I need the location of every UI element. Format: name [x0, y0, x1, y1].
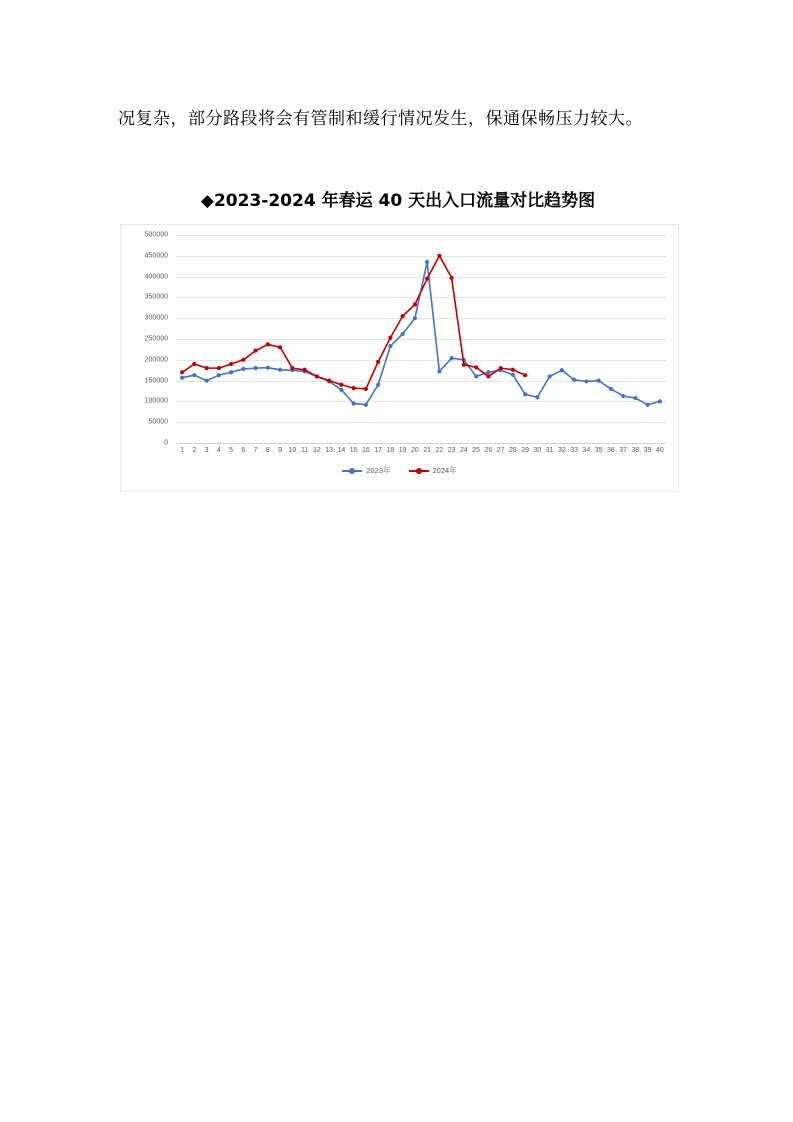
- series-point-2024年: [266, 342, 270, 346]
- series-point-2023年: [278, 368, 282, 372]
- x-axis-tick-label: 24: [459, 447, 468, 454]
- series-point-2024年: [254, 349, 258, 353]
- series-point-2023年: [609, 387, 613, 391]
- series-point-2023年: [217, 373, 221, 377]
- x-axis-tick-label: 1: [180, 447, 185, 454]
- legend-label: 2023年: [366, 466, 391, 475]
- x-axis-tick-label: 12: [312, 447, 321, 454]
- series-point-2023年: [597, 379, 601, 383]
- y-axis-tick-label: 300000: [144, 314, 168, 322]
- series-point-2024年: [437, 254, 441, 258]
- x-axis-tick-label: 18: [386, 447, 395, 454]
- series-point-2023年: [254, 366, 258, 370]
- x-axis-tick-label: 13: [325, 447, 334, 454]
- series-point-2024年: [376, 360, 380, 364]
- series-point-2023年: [658, 399, 662, 403]
- series-point-2023年: [339, 388, 343, 392]
- y-axis-tick-label: 450000: [144, 252, 168, 260]
- x-axis-tick-label: 27: [496, 447, 505, 454]
- series-point-2024年: [290, 366, 294, 370]
- x-axis-tick-label: 25: [472, 447, 481, 454]
- x-axis-tick-label: 31: [545, 447, 554, 454]
- x-axis-tick-label: 14: [337, 447, 346, 454]
- x-axis-tick-label: 2: [192, 447, 197, 454]
- x-axis-tick-label: 37: [619, 447, 628, 454]
- x-axis-tick-label: 11: [300, 447, 309, 454]
- x-axis-tick-label: 16: [361, 447, 370, 454]
- x-axis-tick-label: 20: [410, 447, 419, 454]
- series-point-2023年: [401, 332, 405, 336]
- x-axis-tick-label: 15: [349, 447, 358, 454]
- x-axis-tick-label: 26: [484, 447, 493, 454]
- series-point-2023年: [646, 403, 650, 407]
- series-point-2023年: [523, 392, 527, 396]
- x-axis-tick-label: 22: [435, 447, 444, 454]
- series-point-2024年: [229, 362, 233, 366]
- series-point-2023年: [376, 383, 380, 387]
- series-point-2024年: [523, 373, 527, 377]
- y-axis-labels: [121, 231, 171, 447]
- x-axis-tick-label: 23: [447, 447, 456, 454]
- series-point-2023年: [388, 344, 392, 348]
- chart-series-layer: [176, 235, 666, 443]
- series-point-2024年: [352, 386, 356, 390]
- x-axis-tick-label: 4: [216, 447, 221, 454]
- x-axis-tick-label: 30: [533, 447, 542, 454]
- y-axis-tick-label: 400000: [144, 273, 168, 281]
- series-point-2023年: [572, 378, 576, 382]
- x-axis-tick-label: 35: [594, 447, 603, 454]
- series-point-2024年: [192, 362, 196, 366]
- y-axis-tick-label: 50000: [148, 418, 168, 426]
- y-axis-tick-label: 350000: [144, 293, 168, 301]
- x-axis-tick-label: 9: [278, 447, 283, 454]
- x-axis-tick-label: 38: [631, 447, 640, 454]
- series-point-2024年: [486, 374, 490, 378]
- series-point-2024年: [278, 345, 282, 349]
- series-point-2024年: [413, 302, 417, 306]
- y-axis-tick-label: 150000: [144, 377, 168, 385]
- series-point-2024年: [462, 363, 466, 367]
- series-point-2024年: [180, 370, 184, 374]
- x-axis-tick-label: 32: [557, 447, 566, 454]
- x-axis-tick-label: 39: [643, 447, 652, 454]
- series-point-2023年: [486, 370, 490, 374]
- series-point-2023年: [413, 316, 417, 320]
- x-axis-tick-label: 10: [288, 447, 297, 454]
- x-axis-tick-label: 40: [655, 447, 664, 454]
- chart-plot-area: [176, 235, 666, 443]
- gridline: [176, 443, 666, 444]
- series-point-2023年: [229, 370, 233, 374]
- series-point-2024年: [425, 277, 429, 281]
- x-axis-tick-label: 33: [570, 447, 579, 454]
- series-point-2024年: [474, 365, 478, 369]
- series-point-2023年: [364, 403, 368, 407]
- x-axis-tick-label: 36: [606, 447, 615, 454]
- series-line-2024年: [182, 256, 525, 389]
- series-point-2023年: [560, 368, 564, 372]
- x-axis-tick-label: 17: [374, 447, 383, 454]
- x-axis-labels: [176, 447, 666, 461]
- x-axis-tick-label: 34: [582, 447, 591, 454]
- series-point-2023年: [450, 356, 454, 360]
- series-point-2023年: [352, 401, 356, 405]
- series-point-2024年: [339, 383, 343, 387]
- x-axis-tick-label: 19: [398, 447, 407, 454]
- chart-container: [120, 224, 679, 492]
- y-axis-tick-label: 0: [164, 439, 168, 447]
- series-point-2023年: [425, 260, 429, 264]
- series-point-2023年: [474, 374, 478, 378]
- series-point-2023年: [548, 374, 552, 378]
- series-point-2023年: [205, 379, 209, 383]
- series-point-2023年: [633, 396, 637, 400]
- series-point-2024年: [364, 387, 368, 391]
- series-point-2023年: [266, 366, 270, 370]
- x-axis-tick-label: 6: [241, 447, 246, 454]
- x-axis-tick-label: 21: [423, 447, 432, 454]
- series-point-2024年: [401, 314, 405, 318]
- series-point-2023年: [621, 394, 625, 398]
- series-point-2024年: [241, 358, 245, 362]
- body-paragraph: 况复杂，部分路段将会有管制和缓行情况发生，保通保畅压力较大。: [118, 109, 643, 129]
- x-axis-tick-label: 28: [508, 447, 517, 454]
- series-point-2024年: [499, 366, 503, 370]
- series-point-2023年: [180, 376, 184, 380]
- chart-heading: ◆2023-2024 年春运 40 天出入口流量对比趋势图: [200, 191, 596, 211]
- legend-label: 2024年: [432, 466, 457, 475]
- chart-legend: [121, 465, 678, 476]
- y-axis-tick-label: 200000: [144, 356, 168, 364]
- series-point-2024年: [205, 366, 209, 370]
- series-point-2024年: [217, 366, 221, 370]
- series-point-2023年: [584, 379, 588, 383]
- series-point-2023年: [241, 367, 245, 371]
- series-point-2023年: [192, 373, 196, 377]
- y-axis-tick-label: 500000: [144, 231, 168, 239]
- series-point-2023年: [535, 395, 539, 399]
- x-axis-tick-label: 5: [229, 447, 234, 454]
- legend-item[interactable]: [409, 465, 457, 476]
- series-point-2023年: [437, 369, 441, 373]
- x-axis-tick-label: 3: [204, 447, 209, 454]
- series-line-2023年: [182, 262, 660, 405]
- series-point-2024年: [388, 336, 392, 340]
- series-point-2024年: [303, 368, 307, 372]
- series-point-2024年: [327, 379, 331, 383]
- x-axis-tick-label: 7: [253, 447, 258, 454]
- y-axis-tick-label: 100000: [144, 397, 168, 405]
- series-point-2024年: [315, 374, 319, 378]
- series-point-2023年: [511, 373, 515, 377]
- series-point-2024年: [450, 276, 454, 280]
- legend-swatch-icon: [342, 470, 362, 472]
- series-point-2024年: [511, 368, 515, 372]
- x-axis-tick-label: 8: [265, 447, 270, 454]
- legend-item[interactable]: [342, 465, 390, 476]
- legend-swatch-icon: [409, 470, 429, 472]
- y-axis-tick-label: 250000: [144, 335, 168, 343]
- x-axis-tick-label: 29: [521, 447, 530, 454]
